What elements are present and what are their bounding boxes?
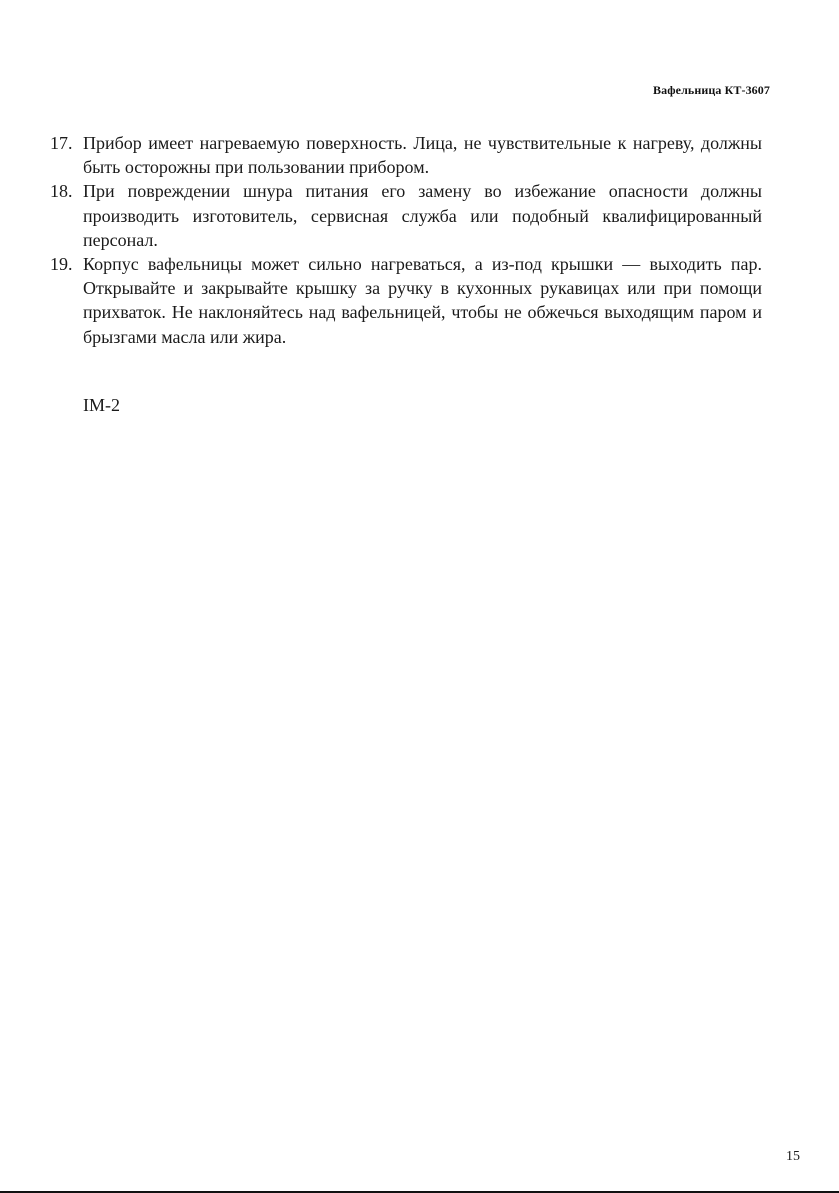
safety-instructions-list — [50, 131, 762, 349]
item-text: Корпус вафельницы может сильно нагреваться, а из-под крышки — выходить пар. Открывайте и закрывайте крышку за ручку в кухонных рукавицах или при помощи прихваток. Не наклоняйтесь над вафельницей, чтобы не обжечься выходящим паром и брызгами масла или жира. — [83, 254, 762, 347]
item-text: При повреждении шнура питания его замену во избежание опасности должны производить изготовитель, сервисная служба или подобный квалифицированный персонал. — [83, 181, 762, 250]
list-item — [50, 131, 762, 179]
item-number: 17. — [50, 133, 73, 153]
page-number: 15 — [786, 1149, 800, 1164]
item-number: 19. — [50, 254, 73, 275]
list-item — [50, 252, 762, 349]
item-text: Прибор имеет нагреваемую поверхность. Лица, не чувствительные к нагреву, должны быть осторожны при пользовании прибором. — [83, 133, 762, 178]
list-item — [50, 179, 762, 252]
item-number: 18. — [50, 181, 73, 202]
model-code: IM-2 — [83, 395, 120, 415]
running-header: Вафельница КТ-3607 — [653, 83, 770, 97]
